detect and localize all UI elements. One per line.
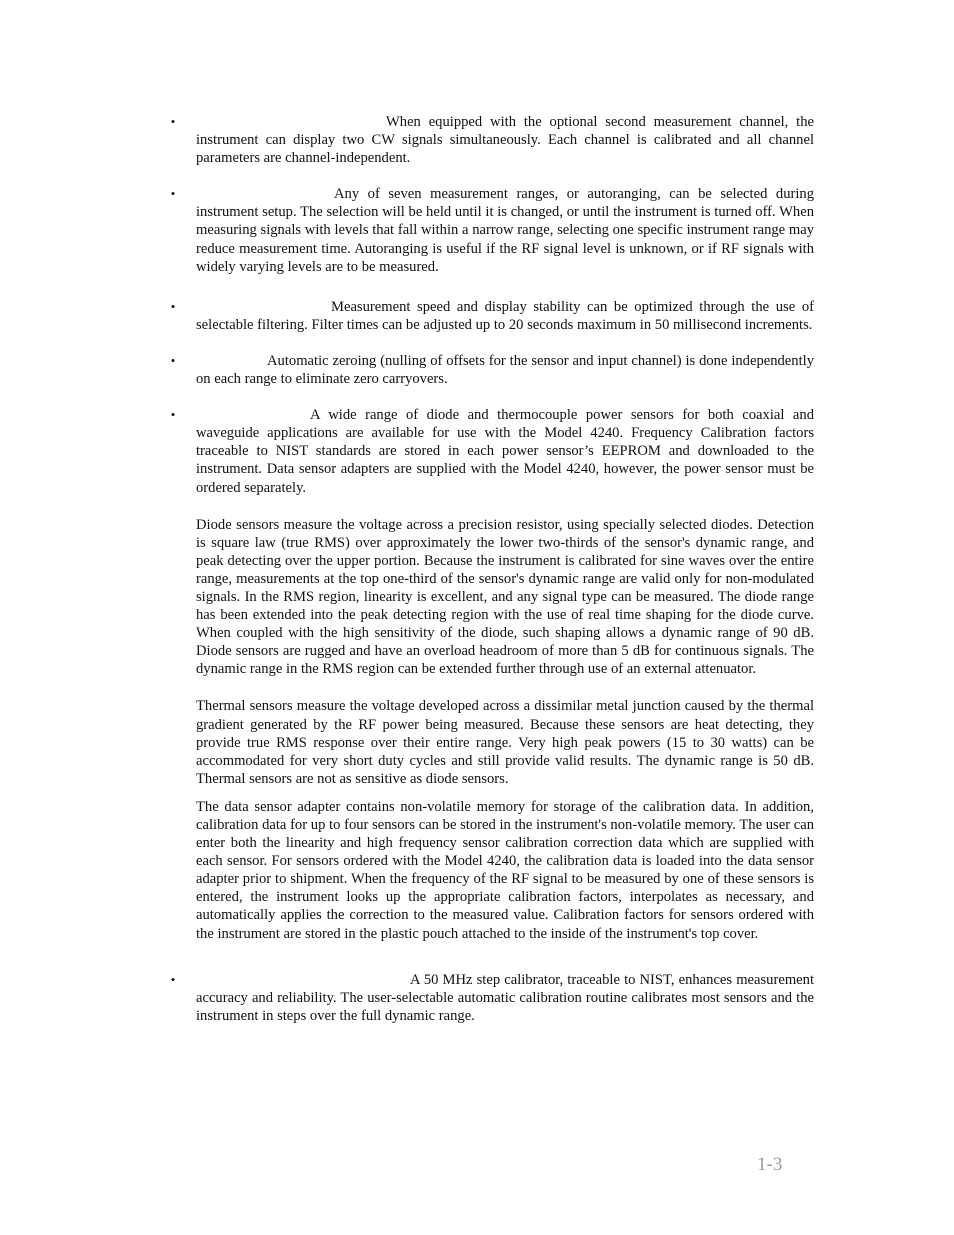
bullet-marker: • (170, 114, 176, 129)
paragraph-text: When equipped with the optional second measurement channel, the instrument can display two CW signals simultaneously. Each channel is calibrated and all channel parameters are channel-independent. (196, 114, 814, 167)
page-number: 1-3 (757, 1154, 783, 1175)
paragraph-data-sensor-adapter: The data sensor adapter contains non-volatile memory for storage of the calibration data. In addition, calibration data for up to four sensors can be stored in the instrument's non-volatile memory. The user can enter both the linearity and high frequency sensor calibration correction data which are supplied with each sensor. For sensors ordered with the Model 4240, the calibration data is loaded into the data sensor adapter prior to shipment. When the frequency of the RF signal to be measured by one of these sensors is entered, the instrument looks up the appropriate calibration factors, interpolates as necessary, and automatically applies the correction to the measured value. Calibration factors for sensors ordered with the instrument are stored in the plastic pouch attached to the inside of the instrument's top cover. (196, 798, 814, 942)
bullet-item-calibrator (170, 971, 814, 1025)
bullet-marker: • (170, 352, 176, 368)
bullet-marker: • (170, 186, 176, 202)
bullet-item-filtering (170, 298, 814, 334)
bullet-item-dual-channel (170, 113, 814, 167)
paragraph (196, 185, 814, 275)
bullet-marker: • (170, 971, 176, 987)
paragraph (196, 971, 814, 1025)
paragraph-text: A wide range of diode and thermocouple power sensors for both coaxial and waveguide applications are available for use with the Model 4240. Frequency Calibration factors traceable to NIST standards are stored in each power sensor’s EEPROM and downloaded to the instrument. Data sensor adapters are supplied with the Model 4240, however, the power sensor must be ordered separately. (196, 407, 814, 496)
paragraph-text: Measurement speed and display stability can be optimized through the use of selectable filtering. Filter times can be adjusted up to 20 seconds maximum in 50 millisecond increments. (196, 298, 814, 333)
bullet-item-zeroing (170, 352, 814, 388)
paragraph-diode-sensors: Diode sensors measure the voltage across a precision resistor, using specially selected diodes. Detection is square law (true RMS) over approximately the lower two-thirds of the sensor's dynamic range, and peak detecting over the upper portion. Because the instrument is calibrated for sine waves over the entire range, measurements at the top one-third of the sensor's dynamic range are valid only for non-modulated signals. In the RMS region, linearity is excellent, and any signal type can be measured. The diode range has been extended into the peak detecting region with the use of real time shaping for the diode curve. When coupled with the high sensitivity of the diode, such shaping allows a dynamic range of 90 dB. Diode sensors are rugged and have an overload headroom of more than 5 dB for continuous signals. The dynamic range in the RMS region can be extended further through use of an external attenuator. (196, 516, 814, 678)
paragraph (196, 406, 814, 496)
page-content (170, 113, 814, 1025)
bullet-marker: • (170, 407, 176, 423)
paragraph-text: A 50 MHz step calibrator, traceable to NIST, enhances measurement accuracy and reliability. The user-selectable automatic calibration routine calibrates most sensors and the instrument in steps over the full dynamic range. (196, 971, 814, 1024)
paragraph-thermal-sensors: Thermal sensors measure the voltage developed across a dissimilar metal junction caused by the thermal gradient generated by the RF power being measured. Because these sensors are heat detecting, they provide true RMS response over their entire range. Very high peak powers (15 to 30 watts) can be accommodated for very short duty cycles and still provide valid results. The dynamic range is 50 dB. Thermal sensors are not as sensitive as diode sensors. (196, 698, 814, 787)
paragraph (196, 113, 814, 167)
paragraph (196, 298, 814, 334)
bullet-marker: • (170, 298, 176, 314)
paragraph-text: Any of seven measurement ranges, or autoranging, can be selected during instrument setup. The selection will be held until it is changed, or until the instrument is turned off. When measuring signals with levels that fall within a narrow range, selecting one specific instrument range may reduce measurement time. Autoranging is useful if the RF signal level is unknown, or if RF signals with widely varying levels are to be measured. (196, 186, 814, 275)
paragraph-text: Automatic zeroing (nulling of offsets for the sensor and input channel) is done independently on each range to eliminate zero carryovers. (196, 352, 814, 388)
bullet-item-ranges (170, 185, 814, 275)
paragraph (196, 352, 814, 388)
bullet-item-sensors (170, 406, 814, 943)
